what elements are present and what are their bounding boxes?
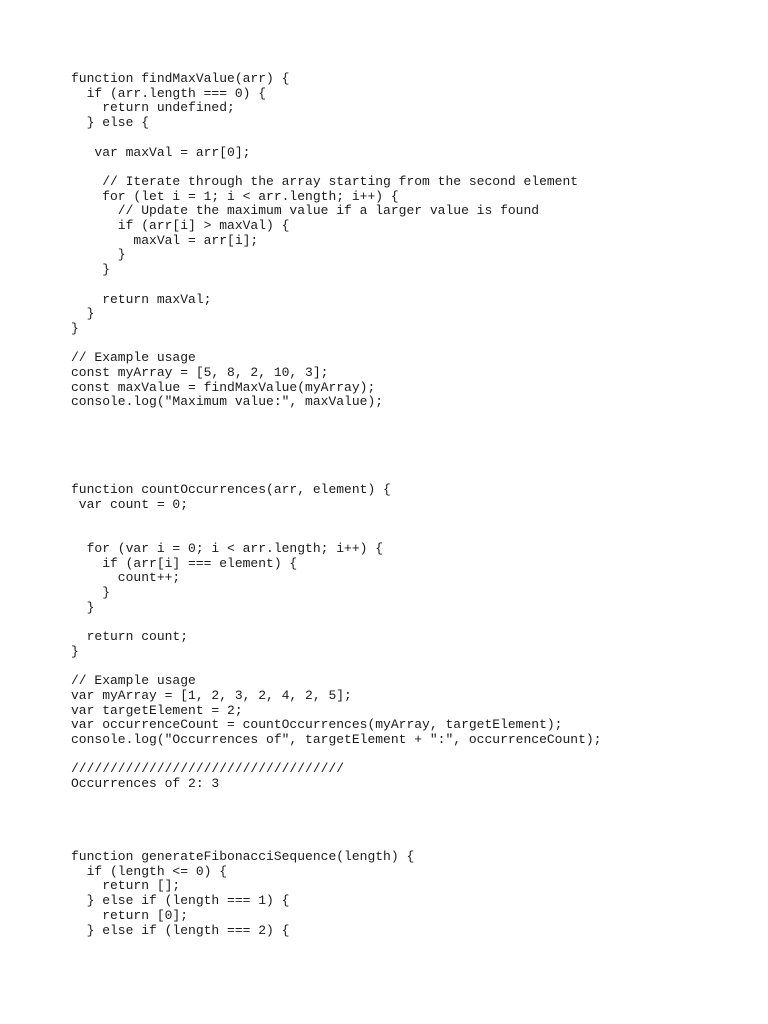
code-line: for (let i = 1; i < arr.length; i++) {: [71, 188, 399, 204]
code-line: // Iterate through the array starting from the second element: [71, 173, 579, 189]
code-line: return undefined;: [71, 100, 235, 116]
code-line: // Update the maximum value if a larger value is found: [71, 203, 540, 219]
code-line: return [];: [71, 878, 181, 894]
code-line: } else {: [71, 115, 150, 131]
code-line: var occurrenceCount = countOccurrences(myArray, targetElement);: [71, 717, 563, 733]
code-line: }: [71, 247, 126, 263]
code-line: }: [71, 262, 111, 278]
code-line: var count = 0;: [71, 496, 189, 512]
code-line: // Example usage: [71, 350, 196, 366]
code-line: }: [71, 306, 95, 322]
code-line: console.log("Occurrences of", targetElement + ":", occurrenceCount);: [71, 731, 602, 747]
code-line: if (length <= 0) {: [71, 863, 228, 879]
code-line: }: [71, 320, 79, 336]
code-line: var maxVal = arr[0];: [71, 144, 251, 160]
code-line: if (arr[i] > maxVal) {: [71, 218, 290, 233]
code-line: if (arr[i] === element) {: [71, 555, 298, 571]
code-line: }: [71, 643, 79, 659]
code-line: console.log("Maximum value:", maxValue);: [71, 394, 384, 410]
separator-line: ///////////////////////////////////: [71, 761, 345, 777]
code-line: const maxValue = findMaxValue(myArray);: [71, 379, 376, 395]
code-line: function generateFibonacciSequence(length) {: [71, 849, 415, 864]
code-line: var myArray = [1, 2, 3, 2, 4, 2, 5];: [71, 687, 352, 703]
code-line: function findMaxValue(arr) {: [71, 71, 290, 86]
output-line: Occurrences of 2: 3: [71, 776, 220, 791]
code-line: const myArray = [5, 8, 2, 10, 3];: [71, 365, 329, 380]
code-line: }: [71, 599, 95, 615]
code-line: for (var i = 0; i < arr.length; i++) {: [71, 540, 384, 556]
code-line: return maxVal;: [71, 291, 212, 307]
code-line: maxVal = arr[i];: [71, 232, 259, 248]
code-line: }: [71, 584, 111, 600]
code-line: } else if (length === 2) {: [71, 922, 290, 938]
code-line: } else if (length === 1) {: [71, 893, 290, 909]
code-line: // Example usage: [71, 673, 196, 689]
code-line: return [0];: [71, 907, 189, 923]
code-line: if (arr.length === 0) {: [71, 85, 267, 101]
code-line: var targetElement = 2;: [71, 702, 243, 718]
code-line: count++;: [71, 570, 181, 586]
code-line: function countOccurrences(arr, element) {: [71, 482, 391, 497]
code-line: return count;: [71, 629, 189, 644]
